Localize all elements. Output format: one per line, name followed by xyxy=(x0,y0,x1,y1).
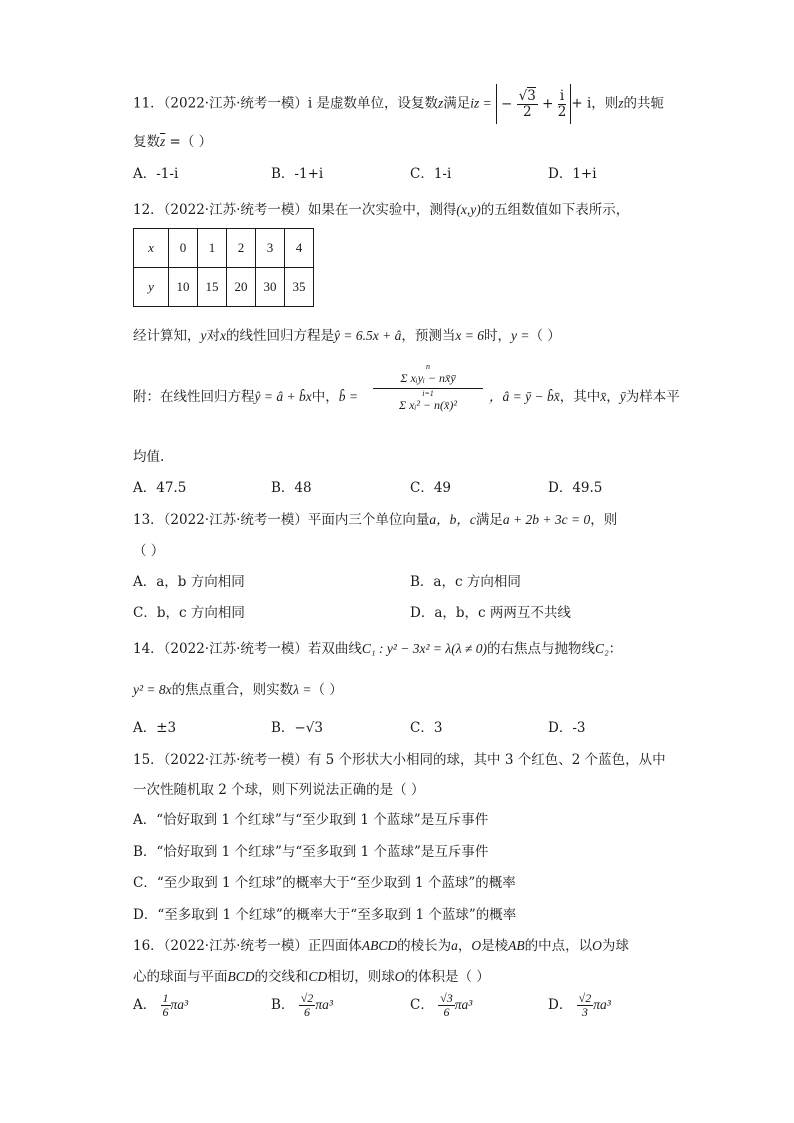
table-cell: 10 xyxy=(169,268,198,307)
q14-option-d[interactable]: D．-3 xyxy=(548,720,586,736)
table-cell: 3 xyxy=(256,229,285,268)
table-cell: 4 xyxy=(285,229,314,268)
q13-option-b[interactable]: B．a，c 方向相同 xyxy=(410,574,521,590)
table-cell: 0 xyxy=(169,229,198,268)
q14-option-c[interactable]: C．3 xyxy=(410,720,443,736)
q12-option-b[interactable]: B．48 xyxy=(271,480,312,496)
q12-regression-line: 经计算知，y对x的线性回归方程是ŷ = 6.5x + â，预测当x = 6时，y =（ ） xyxy=(133,328,561,344)
q12-stem: 12．（2022·江苏·统考一模）如果在一次实验中，测得(x,y)的五组数值如下表所示， xyxy=(133,202,630,218)
table-cell: 30 xyxy=(256,268,285,307)
q11-stem-line2: 复数$\overline{z}$ =（ ） xyxy=(133,134,213,150)
q15-option-a[interactable]: A．“恰好取到 1 个红球”与“至少取到 1 个蓝球”是互斥事件 xyxy=(133,812,489,828)
q16-option-d[interactable]: D． $\frac{√2}{3}$ πa³ xyxy=(548,991,611,1020)
q13-option-c[interactable]: C．b，c 方向相同 xyxy=(133,605,245,621)
q15-option-d[interactable]: D．“至多取到 1 个红球”的概率大于“至多取到 1 个蓝球”的概率 xyxy=(133,907,517,923)
table-header-x: x xyxy=(134,229,169,268)
table-cell: 15 xyxy=(198,268,227,307)
table-row xyxy=(134,229,314,268)
table-cell: 2 xyxy=(227,229,256,268)
q16-option-a[interactable]: A． $\frac{1}{6}$ πa³ xyxy=(133,991,189,1020)
q16-option-c[interactable]: C． $\frac{√3}{6}$ πa³ xyxy=(410,991,473,1020)
table-cell: 1 xyxy=(198,229,227,268)
table-cell: 20 xyxy=(227,268,256,307)
q11-stem: 11．（2022·江苏·统考一模）i 是虚数单位，设复数z满足iz = − $\frac{√3}{2}$ + $\frac{i}{2}$ + i，则z的共轭 xyxy=(133,84,664,124)
table-row xyxy=(134,268,314,307)
q14-stem: 14．（2022·江苏·统考一模）若双曲线C₁ : y² − 3x² = λ(λ ≠ 0)的右焦点与抛物线C₂： xyxy=(133,641,623,657)
q16-stem-line2: 心的球面与平面BCD的交线和CD相切，则球O的体积是（ ） xyxy=(133,969,490,985)
q15-option-c[interactable]: C．“至少取到 1 个红球”的概率大于“至少取到 1 个蓝球”的概率 xyxy=(133,875,516,891)
q11-option-d[interactable]: D．1+i xyxy=(548,166,597,182)
bhat-formula: n Σ xᵢyᵢ − nx̄ȳ i=1 Σ xᵢ² − n(x̄)² xyxy=(373,362,483,413)
q13-option-a[interactable]: A．a，b 方向相同 xyxy=(133,574,245,590)
q11-option-c[interactable]: C．1-i xyxy=(410,166,452,182)
q14-option-b[interactable]: B．−√3 xyxy=(271,720,323,736)
q16-option-b[interactable]: B． $\frac{√2}{6}$ πa³ xyxy=(271,991,333,1020)
q12-option-c[interactable]: C．49 xyxy=(410,480,452,496)
q12-option-a[interactable]: A．47.5 xyxy=(133,480,187,496)
q13-paren: （ ） xyxy=(133,543,165,559)
q12-option-d[interactable]: D．49.5 xyxy=(548,480,603,496)
q11-option-a[interactable]: A．-1-i xyxy=(133,166,179,182)
q15-stem: 15．（2022·江苏·统考一模）有 5 个形状大小相同的球，其中 3 个红色、2 个蓝色，从中 xyxy=(133,752,666,768)
table-header-y: y xyxy=(134,268,169,307)
q11-abs: − $\frac{√3}{2}$ + $\frac{i}{2}$ xyxy=(496,84,571,124)
data-table xyxy=(133,228,314,307)
q13-stem: 13．（2022·江苏·统考一模）平面内三个单位向量a，b，c满足a + 2b + 3c = 0，则 xyxy=(133,512,618,528)
q15-stem-line2: 一次性随机取 2 个球，则下列说法正确的是（ ） xyxy=(133,782,425,798)
q11-option-b[interactable]: B．-1+i xyxy=(271,166,324,182)
q15-option-b[interactable]: B．“恰好取到 1 个红球”与“至多取到 1 个蓝球”是互斥事件 xyxy=(133,844,489,860)
q12-note-end: 均值. xyxy=(133,449,165,465)
q16-stem: 16．（2022·江苏·统考一模）正四面体ABCD的棱长为a，O是棱AB的中点，以O为球 xyxy=(133,938,629,954)
q13-option-d[interactable]: D．a，b，c 两两互不共线 xyxy=(410,605,571,621)
q14-option-a[interactable]: A．±3 xyxy=(133,720,177,736)
q14-stem-line2: y² = 8x的焦点重合，则实数λ =（ ） xyxy=(133,682,343,698)
table-cell: 35 xyxy=(285,268,314,307)
